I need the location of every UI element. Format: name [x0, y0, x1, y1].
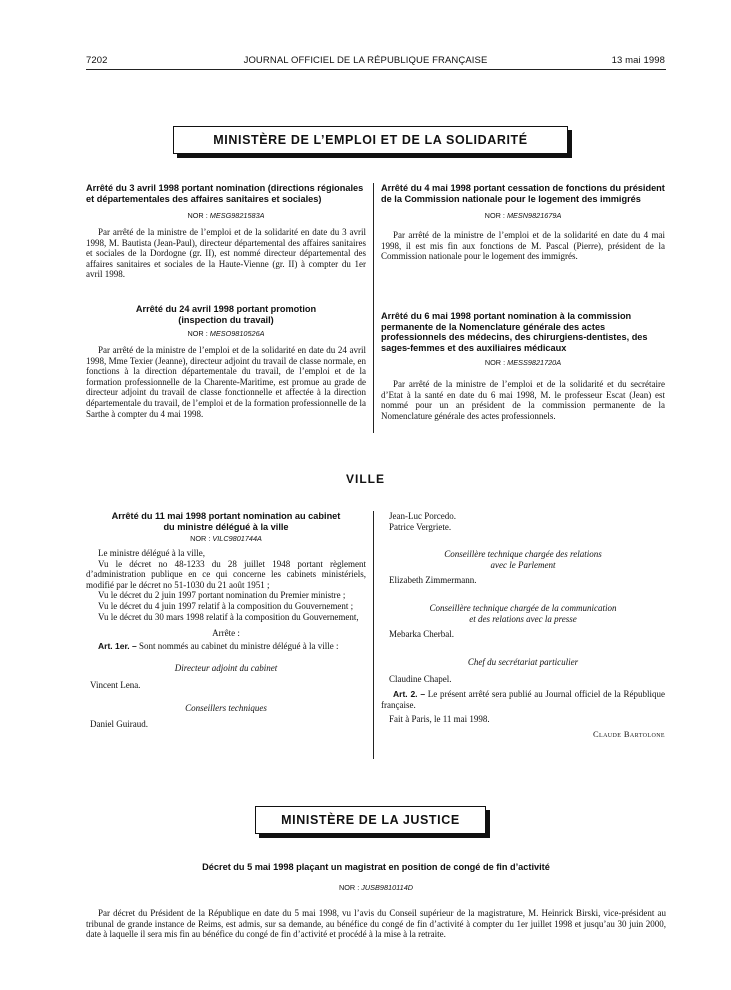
visa-line: Vu le décret du 4 juin 1997 relatif à la composition du Gouvernement ;: [98, 600, 354, 611]
nor-ref: NOR : MESO9810526A: [187, 329, 265, 338]
arrete-paragraph: Par arrêté de la ministre de l’emploi et de la solidarité en date du 24 avril 1998, Mme Texier (Jeanne), directeur adjoint du travail de classe normale, en fonctions à la direction départementale du travail, de l’emploi et de la formation professionnelle de la Charente-Maritime, est promue au grade de directeur adjoint du travail de classe fonctionnelle et affectée à la direction départementale du travail, de l’emploi et de la formation professionnelle de la Sarthe à compter du 4 mai 1998.: [86, 345, 366, 419]
arrete-title: Arrêté du 4 mai 1998 portant cessation de fonctions du président de la Commission nationale pour le logement des immigrés: [381, 183, 665, 204]
appointee-name: Vincent Lena.: [90, 679, 141, 690]
arrete-paragraph: Par arrêté de la ministre de l’emploi et de la solidarité et du secrétaire d’Etat à la santé en date du 6 mai 1998, M. le professeur Escat (Jean) est nommé pour un an président de la commission permanente de la Nomenclature générale des actes professionnels.: [381, 379, 665, 421]
nor-code: MESS9821720A: [507, 358, 562, 367]
arrete-6-mai: [381, 311, 665, 421]
visa-line: Le ministre délégué à la ville,: [98, 548, 205, 558]
appointee-name: Claudine Chapel.: [389, 674, 452, 685]
role-title: avec le Parlement: [490, 559, 556, 570]
nor-ref: NOR : MESN9821679A: [484, 211, 562, 220]
appointee-name: Patrice Vergriete.: [389, 521, 452, 532]
article-text: Sont nommés au cabinet du ministre délégué à la ville :: [139, 640, 339, 651]
nor-code: MESO9810526A: [209, 329, 265, 338]
decret-paragraph: Par décret du Président de la République en date du 5 mai 1998, vu l’avis du Conseil supérieur de la magistrature, M. Heinrick Birski, vice-président au tribunal de grande instance de Reims, est admis, sur sa demande, au bénéfice du congé de fin d’activité à compter du 1er juillet 1998 et jusqu’au 30 juin 2000, date à laquelle il sera mis fin au bénéfice du congé de fin d’activité et procédé à la mise à la retraite.: [86, 908, 666, 940]
arrete-11-mai-continued: [381, 511, 665, 739]
column-divider: [373, 183, 374, 433]
article-text: Le présent arrêté sera publié au Journal officiel de la République française.: [381, 688, 665, 710]
appointee-name: Mebarka Cherbal.: [389, 629, 454, 640]
column-divider: [373, 511, 374, 759]
arrete-paragraph: Par arrêté de la ministre de l’emploi et de la solidarité en date du 4 mai 1998, il est mis fin aux fonctions de M. Pascal (Pierre), président de la Commission nationale pour le logement des immigrés.: [381, 230, 665, 262]
visa-line: Vu le décret du 30 mars 1998 relatif à la composition du Gouvernement,: [98, 611, 359, 622]
appointee-name: Elizabeth Zimmermann.: [389, 575, 477, 586]
role-title: Chef du secrétariat particulier: [467, 656, 579, 667]
nor-code: MESG9821583A: [209, 211, 265, 220]
role-title: Conseillère technique chargée de la communication: [429, 602, 617, 613]
article-1: [86, 641, 366, 652]
arrete-11-mai: [86, 511, 366, 730]
arrete-3-avril: [86, 183, 366, 280]
article-label: Art. 1er. –: [98, 640, 137, 651]
appointee-name: Jean-Luc Porcedo.: [389, 511, 456, 521]
article-label: Art. 2. –: [393, 688, 426, 699]
arrete-body: [86, 345, 366, 419]
decret-title: Décret du 5 mai 1998 plaçant un magistrat en position de congé de fin d’activité: [202, 862, 550, 872]
signing-place-date: Fait à Paris, le 11 mai 1998.: [389, 714, 490, 725]
nor-code: VILC9801744A: [212, 534, 262, 543]
signature: Claude Bartolone: [592, 728, 665, 739]
arrete-title: Arrêté du 11 mai 1998 portant nomination au cabinet du ministre délégué à la ville: [111, 511, 341, 532]
ministry-emploi-title: MINISTÈRE DE L’EMPLOI ET DE LA SOLIDARITÉ: [173, 126, 568, 154]
role-title: Directeur adjoint du cabinet: [174, 663, 278, 674]
ville-heading: VILLE: [345, 472, 385, 486]
decret-body: [86, 908, 666, 940]
article-2: [381, 689, 665, 710]
nor-ref: NOR : JUSB9810114D: [338, 883, 414, 892]
ministry-justice-title: MINISTÈRE DE LA JUSTICE: [255, 806, 486, 834]
header-rule: [86, 69, 666, 70]
nor-ref: NOR : MESS9821720A: [484, 358, 562, 367]
arrete-title: Arrêté du 3 avril 1998 portant nomination (directions régionales et départementales des affaires sanitaires et sociales): [86, 183, 364, 204]
nor-code: MESN9821679A: [506, 211, 562, 220]
appointee-name: Daniel Guiraud.: [90, 719, 148, 730]
nor-ref: NOR : MESG9821583A: [187, 211, 265, 220]
arrete-4-mai: [381, 183, 665, 262]
visa-line: Vu le décret no 48-1233 du 28 juillet 1948 portant règlement d’administration publique en ce qui concerne les cabinets ministériels, modifié par le décret no 51-1030 du 21 août 1951 ;: [86, 558, 366, 590]
nor-ref: NOR : VILC9801744A: [190, 534, 262, 543]
visas: [86, 548, 366, 651]
arrete-24-avril: [86, 304, 366, 419]
arrete-body: [86, 227, 366, 280]
role-title: et des relations avec la presse: [469, 613, 577, 624]
arrete-word: Arrête :: [212, 628, 240, 639]
role-title: Conseillers techniques: [185, 702, 267, 713]
nor-code: JUSB9810114D: [361, 883, 414, 892]
page-number: 7202: [86, 55, 108, 66]
journal-title: JOURNAL OFFICIEL DE LA RÉPUBLIQUE FRANÇAISE: [243, 55, 488, 66]
arrete-title: Arrêté du 24 avril 1998 portant promotion (inspection du travail): [135, 304, 317, 325]
arrete-body: [381, 379, 665, 421]
arrete-title: Arrêté du 6 mai 1998 portant nomination à la commission permanente de la Nomenclature générale des actes professionnels des médecins, des chirurgiens-dentistes, des sages-femmes et des auxiliaires médicaux: [381, 311, 648, 353]
visa-line: Vu le décret du 2 juin 1997 portant nomination du Premier ministre ;: [98, 590, 346, 601]
issue-date: 13 mai 1998: [611, 55, 665, 66]
role-title: Conseillère technique chargée des relations: [444, 549, 602, 560]
arrete-body: [381, 230, 665, 262]
arrete-paragraph: Par arrêté de la ministre de l’emploi et de la solidarité en date du 3 avril 1998, M. Bautista (Jean-Paul), directeur départemental des affaires sanitaires et sociales de la Dordogne (gr. II), est nommé directeur départemental des affaires sanitaires et sociales de la Haute-Vienne (gr. II) à compter du 1er avril 1998.: [86, 227, 366, 280]
